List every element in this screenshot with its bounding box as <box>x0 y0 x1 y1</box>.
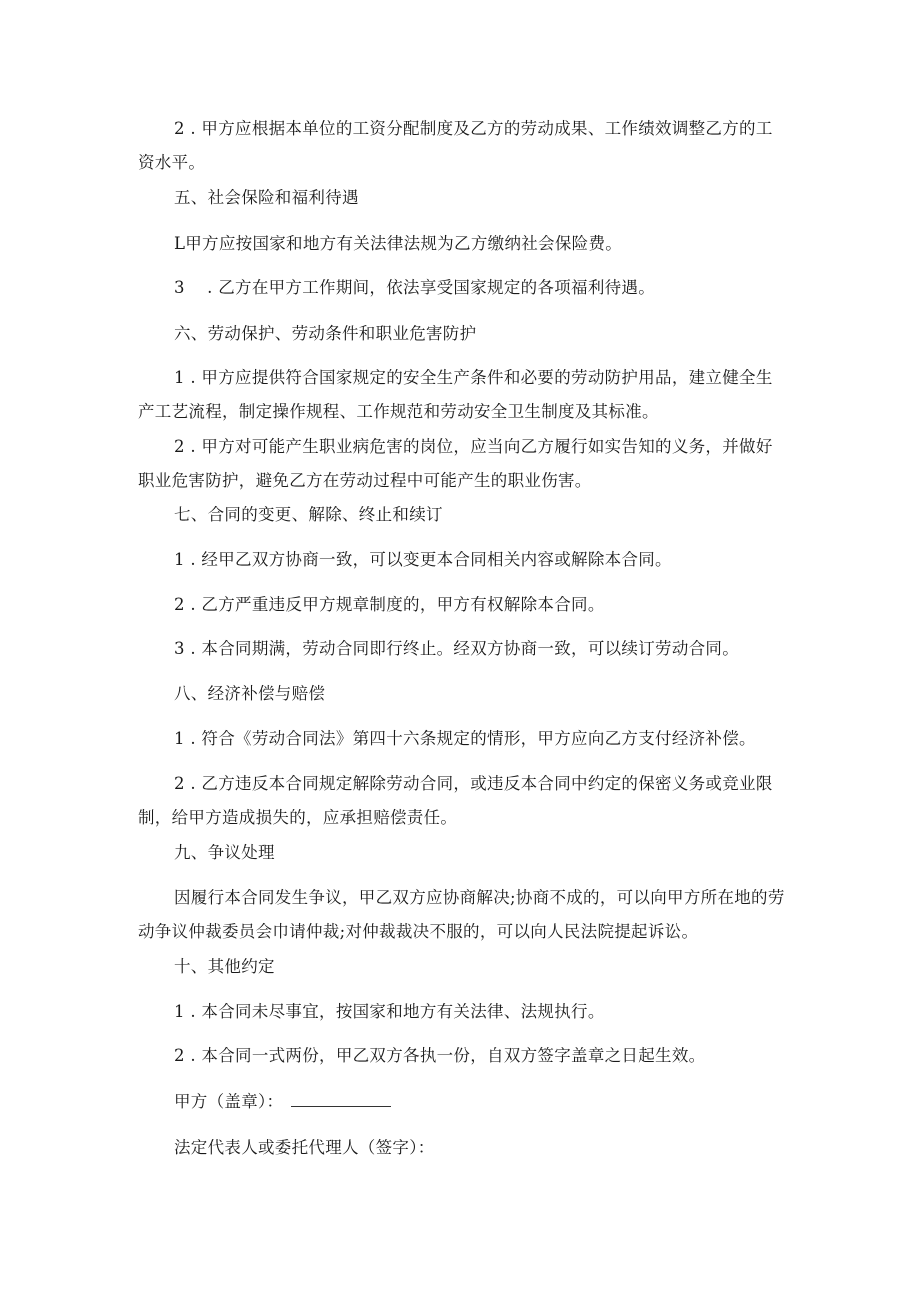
signature-party-a-label: 甲方（盖章）： <box>174 1092 284 1111</box>
paragraph-wage-adjustment: 2 . 甲方应根据本单位的工资分配制度及乙方的劳动成果、工作绩效调整乙方的工资水平。 <box>138 119 773 172</box>
signature-line[interactable] <box>291 1088 391 1107</box>
paragraph-mutual-change: 1 . 经甲乙双方协商一致，可以变更本合同相关内容或解除本合同。 <box>174 550 672 569</box>
heading-dispute: 九、争议处理 <box>174 843 275 862</box>
heading-other-terms: 十、其他约定 <box>174 957 275 976</box>
heading-labor-protection: 六、劳动保护、劳动条件和职业危害防护 <box>174 324 477 343</box>
paragraph-economic-compensation: 1 . 符合《劳动合同法》第四十六条规定的情形，甲方应向乙方支付经济补偿。 <box>174 729 756 748</box>
heading-social-insurance: 五、社会保险和福利待遇 <box>174 188 359 207</box>
paragraph-unspecified-matters: 1 . 本合同未尽事宜，按国家和地方有关法律、法规执行。 <box>174 1002 605 1021</box>
signature-party-a <box>138 1085 788 1119</box>
paragraph-safety-conditions: 1 . 甲方应提供符合国家规定的安全生产条件和必要的劳动防护用品，建立健全生产工艺流程，制定操作规程、工作规范和劳动安全卫生制度及其标准。 <box>138 368 773 421</box>
signature-representative: 法定代表人或委托代理人（签字）： <box>174 1138 435 1157</box>
paragraph-termination-violation: 2 . 乙方严重违反甲方规章制度的，甲方有权解除本合同。 <box>174 595 605 614</box>
paragraph-welfare: 3 . 乙方在甲方工作期间，依法享受国家规定的各项福利待遇。 <box>174 278 656 297</box>
paragraph-occupational-hazard: 2 . 甲方对可能产生职业病危害的岗位，应当向乙方履行如实告知的义务，并做好职业危害防护，避免乙方在劳动过程中可能产生的职业伤害。 <box>138 437 773 490</box>
heading-contract-changes: 七、合同的变更、解除、终止和续订 <box>174 505 443 524</box>
heading-compensation: 八、经济补偿与赔偿 <box>174 684 326 703</box>
paragraph-liability: 2 . 乙方违反本合同规定解除劳动合同，或违反本合同中约定的保密义务或竞业限制，给甲方造成损失的，应承担赔偿责任。 <box>138 774 773 827</box>
paragraph-expiry-renewal: 3 . 本合同期满，劳动合同即行终止。经双方协商一致，可以续订劳动合同。 <box>174 639 740 658</box>
paragraph-copies-effective: 2 . 本合同一式两份，甲乙双方各执一份，自双方签字盖章之日起生效。 <box>174 1046 706 1065</box>
paragraph-social-insurance-fee: L甲方应按国家和地方有关法律法规为乙方缴纳社会保险费。 <box>174 234 623 253</box>
paragraph-dispute-resolution: 因履行本合同发生争议，甲乙双方应协商解决;协商不成的，可以向甲方所在地的劳动争议仲裁委员会巾请仲裁;对仲裁裁决不服的，可以向人民法院提起诉讼。 <box>138 888 785 941</box>
